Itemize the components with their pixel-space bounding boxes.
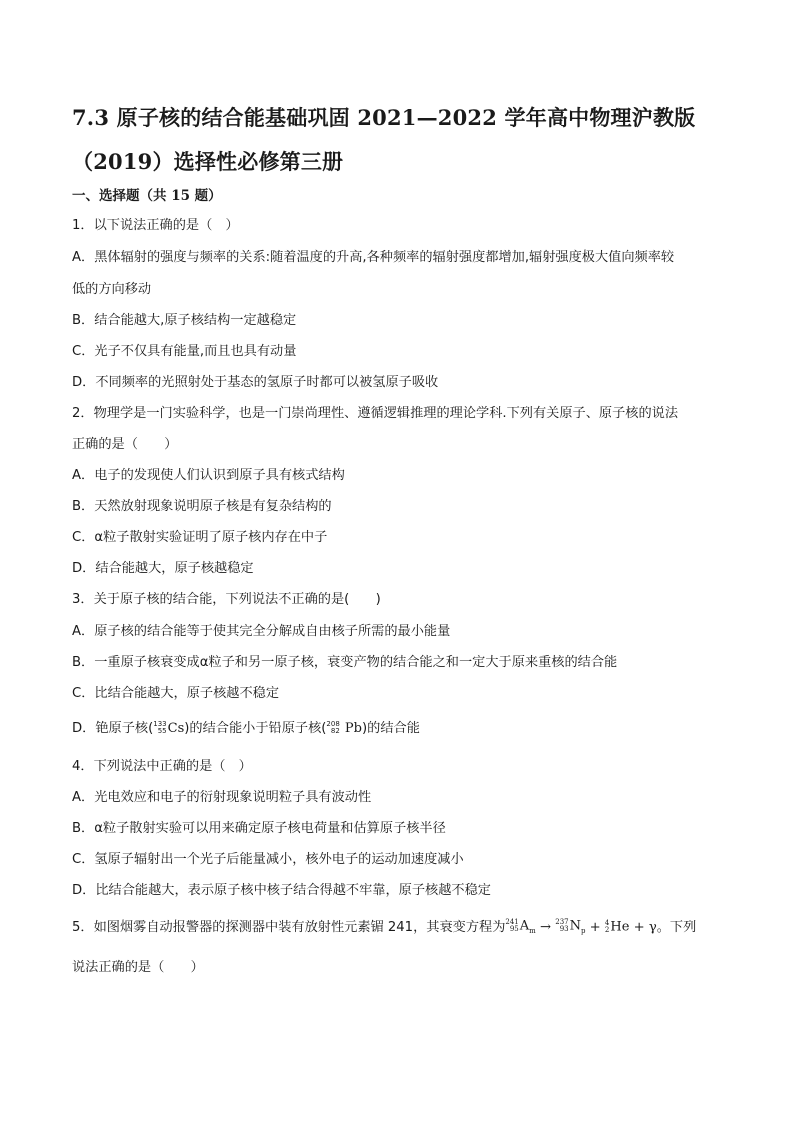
q4-option-a: A．光电效应和电子的衍射现象说明粒子具有波动性	[72, 790, 372, 805]
q2-option-c: C．α粒子散射实验证明了原子核内存在中子	[72, 530, 328, 545]
q3-option-d-prefix: D．铯原子核(	[72, 721, 154, 736]
cesium-nuclide	[153, 721, 184, 735]
gamma-term: + γ	[629, 920, 657, 935]
q1-option-b: B．结合能越大,原子核结构一定越稳定	[72, 313, 297, 328]
helium-nuclide	[605, 920, 630, 934]
q5-stem	[72, 918, 736, 938]
plus-sign: +	[585, 920, 605, 935]
cs-symbol: Cs	[167, 720, 185, 736]
q3-option-d-suffix: )的结合能	[362, 721, 420, 736]
section-heading: 一、选择题（共 15 题）	[72, 188, 222, 204]
pb-mass-number: 208	[326, 719, 340, 728]
he-atomic-number: 2	[604, 926, 610, 934]
q2-option-d: D．结合能越大，原子核越稳定	[72, 561, 254, 576]
am-symbol: A	[519, 918, 530, 934]
pb-atomic-number: 82	[330, 726, 340, 735]
cs-mass-number: 133	[153, 719, 167, 728]
q2-stem-cont: 正确的是（ ）	[72, 437, 178, 452]
pb-symbol: Pb	[340, 720, 362, 736]
q1-option-a-cont: 低的方向移动	[72, 282, 152, 297]
am-mass-number: 241	[505, 918, 519, 926]
he-symbol: He	[610, 919, 630, 935]
q5-stem-cont: 说法正确的是（ ）	[72, 960, 204, 975]
q3-option-d-middle: )的结合能小于铅原子核(	[184, 721, 327, 736]
q1-option-a: A．黑体辐射的强度与频率的关系:随着温度的升高,各种频率的辐射强度都增加,辐射强度极大值向频率较	[72, 250, 675, 265]
q1-option-c: C．光子不仅具有能量,而且也具有动量	[72, 344, 297, 359]
np-symbol-sub: p	[580, 927, 586, 936]
q1-option-d: D．不同频率的光照射处于基态的氢原子时都可以被氢原子吸收	[72, 375, 439, 390]
q3-stem: 3．关于原子核的结合能，下列说法不正确的是( )	[72, 592, 381, 607]
document-title-line-2: （2019）选择性必修第三册	[72, 149, 344, 174]
q4-option-b: B．α粒子散射实验可以用来确定原子核电荷量和估算原子核半径	[72, 821, 446, 836]
np-mass-number: 237	[555, 918, 569, 926]
q5-stem-suffix: 。下列	[656, 920, 697, 935]
he-mass-number: 4	[604, 919, 610, 927]
q5-stem-prefix: 5．如图烟雾自动报警器的探测器中装有放射性元素镅 241，其衰变方程为	[72, 920, 506, 935]
q2-option-a: A．电子的发现使人们认识到原子具有核式结构	[72, 468, 345, 483]
q3-option-a: A．原子核的结合能等于使其完全分解成自由核子所需的最小能量	[72, 624, 451, 639]
neptunium-nuclide	[555, 919, 585, 935]
decay-arrow: →	[535, 920, 556, 935]
q3-option-c: C．比结合能越大，原子核越不稳定	[72, 686, 280, 701]
q3-option-d	[72, 719, 736, 739]
lead-nuclide	[326, 721, 362, 735]
cs-atomic-number: 55	[157, 726, 167, 735]
q2-option-b: B．天然放射现象说明原子核是有复杂结构的	[72, 499, 332, 514]
q3-option-b: B．一重原子核衰变成α粒子和另一原子核，衰变产物的结合能之和一定大于原来重核的结合能	[72, 655, 618, 670]
am-atomic-number: 95	[509, 924, 519, 933]
americium-nuclide	[505, 919, 535, 935]
np-symbol: N	[569, 918, 581, 934]
am-symbol-sub: m	[529, 927, 536, 936]
np-atomic-number: 93	[559, 924, 569, 933]
q4-option-d: D．比结合能越大，表示原子核中核子结合得越不牢靠，原子核越不稳定	[72, 883, 491, 898]
q1-stem: 1．以下说法正确的是（ ）	[72, 218, 239, 233]
q4-stem: 4．下列说法中正确的是（ ）	[72, 759, 252, 774]
q4-option-c: C．氢原子辐射出一个光子后能量减小，核外电子的运动加速度减小	[72, 852, 464, 867]
document-title-line-1: 7.3 原子核的结合能基础巩固 2021—2022 学年高中物理沪教版	[72, 105, 696, 130]
q2-stem: 2．物理学是一门实验科学，也是一门崇尚理性、遵循逻辑推理的理论学科.下列有关原子、原子核的说法	[72, 406, 679, 421]
